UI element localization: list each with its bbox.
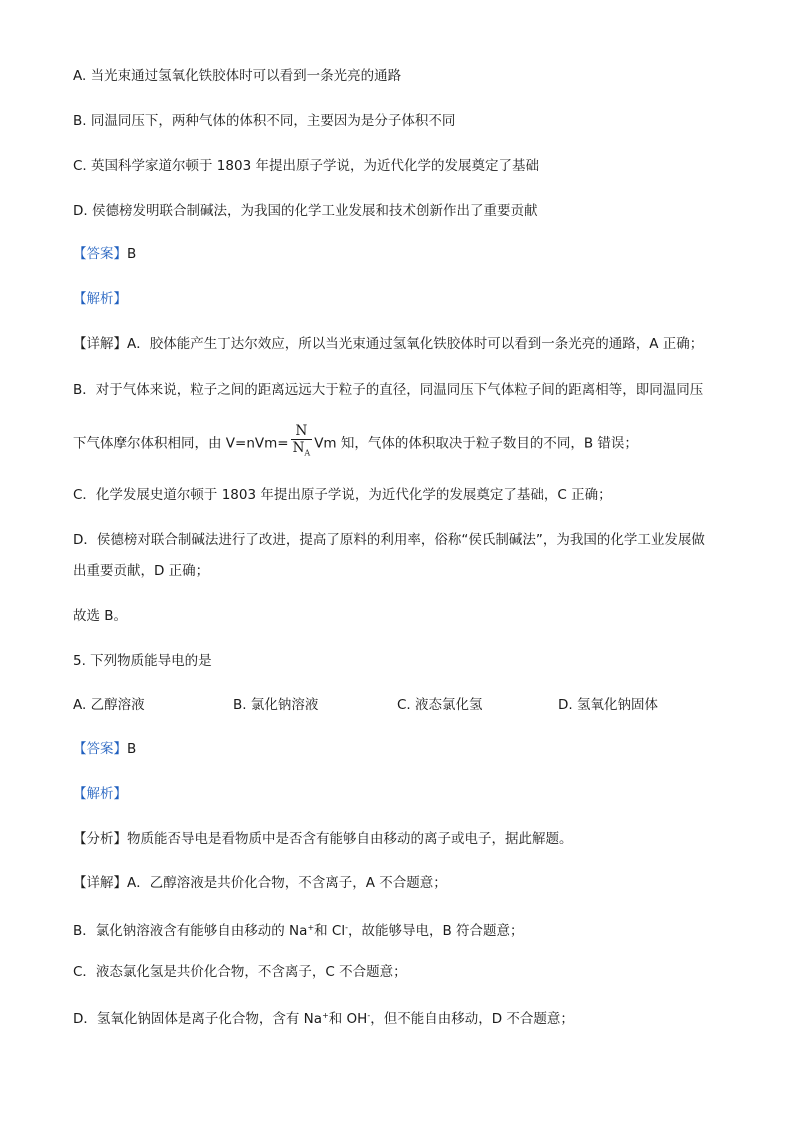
q4-detail-b-line1: B．对于气体来说，粒子之间的距离远远大于粒子的直径，同温同压下气体粒子间的距离相等，即同温同压 — [73, 382, 704, 398]
fraction-denominator-main: N — [292, 440, 305, 456]
fraction-numerator: N — [295, 423, 308, 439]
q5-option-d: D. 氢氧化钠固体 — [558, 697, 658, 713]
q4-analysis-tag: 【解析】 — [73, 291, 127, 307]
q5-detail-d-mid: 和 OH — [328, 1011, 368, 1027]
q4-detail-a — [73, 334, 703, 354]
q5-answer-line — [73, 739, 136, 759]
q5-detail-b-pre: B．氯化钠溶液含有能够自由移动的 Na — [73, 923, 308, 939]
q4-option-c: C. 英国科学家道尔顿于 1803 年提出原子学说，为近代化学的发展奠定了基础 — [73, 158, 539, 174]
q5-detail-d-pre: D．氢氧化钠固体是离子化合物，含有 Na — [73, 1011, 323, 1027]
q4-answer-value: B — [127, 246, 137, 262]
q4-answer-tag: 【答案】 — [73, 246, 127, 262]
q4-option-a: A. 当光束通过氢氧化铁胶体时可以看到一条光亮的通路 — [73, 68, 402, 84]
q4-detail-d-line2: 出重要贡献，D 正确； — [73, 563, 210, 579]
q5-detail-c: C．液态氯化氢是共价化合物，不含离子，C 不合题意； — [73, 964, 407, 980]
chloride-charge-sup: - — [345, 923, 348, 932]
q5-detail-b-mid: 和 Cl — [314, 923, 346, 939]
q5-detail-tag: 【详解】 — [73, 875, 127, 891]
sodium-charge-sup-2: + — [322, 1011, 329, 1020]
hydroxide-charge-sup: - — [367, 1011, 371, 1020]
q5-analysis-tag: 【解析】 — [73, 786, 127, 802]
q5-detail-a-text: A．乙醇溶液是共价化合物，不含离子，A 不合题意； — [127, 875, 447, 891]
q5-detail-d-post: ，但不能自由移动，D 不合题意； — [370, 1011, 574, 1027]
n-over-na-fraction — [291, 423, 313, 462]
q4-detail-tag: 【详解】 — [73, 336, 127, 352]
q5-detail-d — [73, 1006, 574, 1029]
q4-detail-b-line2 — [73, 424, 638, 463]
fraction-denominator — [291, 439, 313, 462]
q4-detail-c: C．化学发展史道尔顿于 1803 年提出原子学说，为近代化学的发展奠定了基础，C 正确； — [73, 487, 612, 503]
q5-option-c: C. 液态氯化氢 — [397, 697, 483, 713]
q4-conclusion: 故选 B。 — [73, 608, 128, 624]
q4-option-b: B. 同温同压下，两种气体的体积不同，主要因为是分子体积不同 — [73, 113, 456, 129]
q4-detail-b-pre: 下气体摩尔体积相同，由 V=nVm= — [73, 435, 289, 452]
sodium-charge-sup: + — [307, 923, 315, 932]
q5-answer-value: B — [127, 741, 137, 757]
q5-fenxi — [73, 829, 573, 849]
q5-option-a: A. 乙醇溶液 — [73, 697, 145, 713]
q5-analysis-heading — [73, 784, 127, 804]
q5-fenxi-text: 物质能否导电是看物质中是否含有能够自由移动的离子或电子，据此解题。 — [127, 831, 573, 847]
q5-option-b: B. 氯化钠溶液 — [233, 697, 319, 713]
fraction-denominator-sub: A — [304, 448, 311, 458]
q4-detail-d-line1: D．侯德榜对联合制碱法进行了改进，提高了原料的利用率，俗称“侯氏制碱法”，为我国的化学工业发展做 — [73, 532, 705, 548]
q5-answer-tag: 【答案】 — [73, 741, 127, 757]
q5-detail-a — [73, 873, 447, 893]
q5-stem: 5. 下列物质能导电的是 — [73, 653, 212, 669]
q5-detail-b-post: ，故能够导电，B 符合题意； — [348, 923, 524, 939]
q5-fenxi-tag: 【分析】 — [73, 831, 127, 847]
q4-answer-line — [73, 244, 136, 264]
q4-option-d: D. 侯德榜发明联合制碱法，为我国的化学工业发展和技术创新作出了重要贡献 — [73, 203, 538, 219]
q5-detail-b — [73, 918, 524, 941]
q4-detail-b-post: Vm 知，气体的体积取决于粒子数目的不同，B 错误； — [314, 435, 638, 452]
q4-analysis-heading — [73, 289, 127, 309]
q4-detail-a-text: A．胶体能产生丁达尔效应，所以当光束通过氢氧化铁胶体时可以看到一条光亮的通路，A 正确； — [127, 336, 704, 352]
